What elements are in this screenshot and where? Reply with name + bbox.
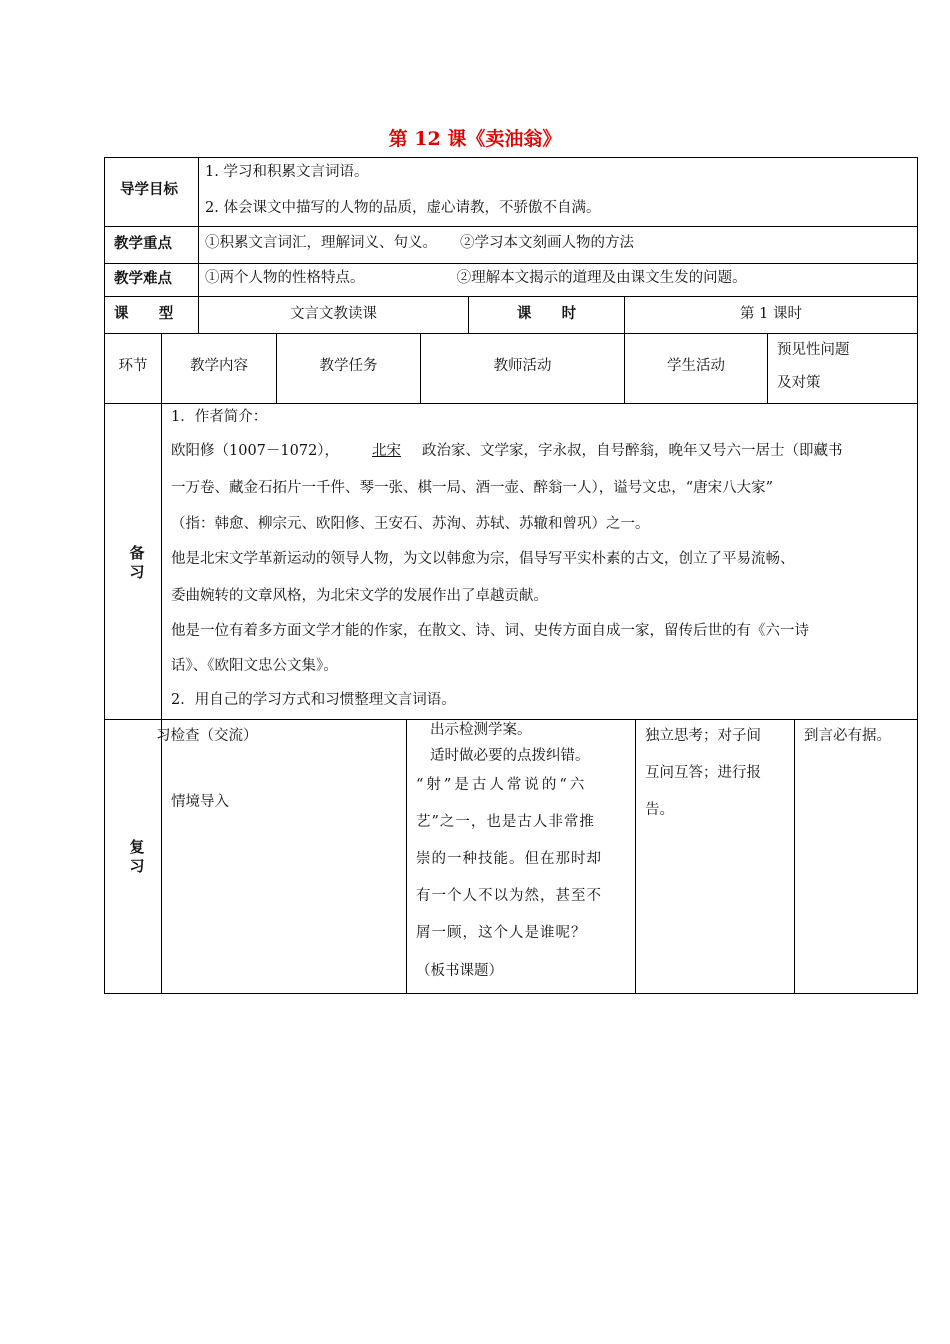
lesson-type-label: 课 型 [114, 305, 174, 322]
preview-line-4: 一万卷、藏金石拓片一千件、琴一张、棋一局、酒一壶、醉翁一人），谥号文忠，“唐宋八大家” [171, 480, 774, 496]
teacher-line-8: （板书课题） [416, 963, 503, 979]
teacher-line-5: 崇的一种技能。但在那时却 [416, 851, 602, 867]
review-content-line-2: 情境导入 [171, 794, 229, 810]
lesson-hours-value: 第 1 课时 [740, 306, 802, 322]
header-problems-line1: 预见性问题 [777, 342, 850, 358]
header-student: 学生活动 [667, 358, 725, 374]
lesson-hours-label: 课 时 [516, 305, 577, 322]
review-label: 复习 [129, 838, 145, 875]
preview-dynasty: 北宋 [372, 443, 401, 459]
key-points-text: ①积累文言词汇，理解词义、句义。 ②学习本文刻画人物的方法 [205, 235, 635, 251]
goal-item-2: 2. 体会课文中描写的人物的品质，虚心请教，不骄傲不自满。 [205, 200, 601, 216]
header-content: 教学内容 [190, 358, 248, 374]
preview-line-1: 1．作者简介： [171, 409, 268, 425]
teacher-line-1: 出示检测学案。 [430, 722, 532, 738]
teacher-line-6: 有一个人不以为然，甚至不 [416, 888, 602, 904]
difficulties-text: ①两个人物的性格特点。 ②理解本文揭示的道理及由课文生发的问题。 [205, 270, 747, 286]
goals-label: 导学目标 [120, 181, 178, 198]
preview-line-2: 欧阳修（1007－1072）， [171, 443, 340, 459]
difficulties-label: 教学难点 [114, 270, 172, 287]
document-title: 第 12 课《卖油翁》 [388, 128, 562, 150]
preview-line-6: 他是北宋文学革新运动的领导人物，为文以韩愈为宗，倡导写平实朴素的古文，创立了平易流畅、 [171, 551, 795, 567]
key-points-label: 教学重点 [114, 235, 172, 252]
teacher-line-4: 艺”之一，也是古人非常推 [416, 814, 595, 830]
header-stage: 环节 [118, 358, 148, 374]
review-content-line-1: 习检查（交流） [156, 728, 258, 744]
student-line-1: 独立思考；对子间 [645, 728, 761, 744]
teacher-line-2: 适时做必要的点拨纠错。 [430, 748, 590, 764]
preview-line-10: 2．用自己的学习方式和习惯整理文言词语。 [171, 692, 456, 708]
preview-line-7: 委曲婉转的文章风格，为北宋文学的发展作出了卓越贡献。 [171, 588, 548, 604]
preview-line-5: （指：韩愈、柳宗元、欧阳修、王安石、苏洵、苏轼、苏辙和曾巩）之一。 [171, 516, 650, 532]
header-teacher: 教师活动 [493, 358, 552, 374]
problem-text: 到言必有据。 [804, 728, 891, 744]
header-problems-line2: 及对策 [777, 375, 821, 391]
student-line-2: 互问互答；进行报 [645, 765, 761, 781]
preview-label: 备习 [129, 544, 145, 581]
header-task: 教学任务 [319, 358, 378, 374]
preview-line-8: 他是一位有着多方面文学才能的作家，在散文、诗、词、史传方面自成一家，留传后世的有《六一诗 [171, 623, 809, 639]
lesson-type-value: 文言文教读课 [290, 306, 377, 322]
teacher-line-7: 屑一顾，这个人是谁呢？ [416, 925, 587, 941]
preview-line-3: 政治家、文学家，字永叔，自号醉翁，晚年又号六一居士（即藏书 [422, 443, 843, 459]
goal-item-1: 1. 学习和积累文言词语。 [205, 164, 369, 180]
preview-line-9: 话》、《欧阳文忠公文集》。 [171, 658, 338, 674]
student-line-3: 告。 [645, 802, 674, 818]
teacher-line-3: “射”是古人常说的“六 [416, 777, 588, 793]
